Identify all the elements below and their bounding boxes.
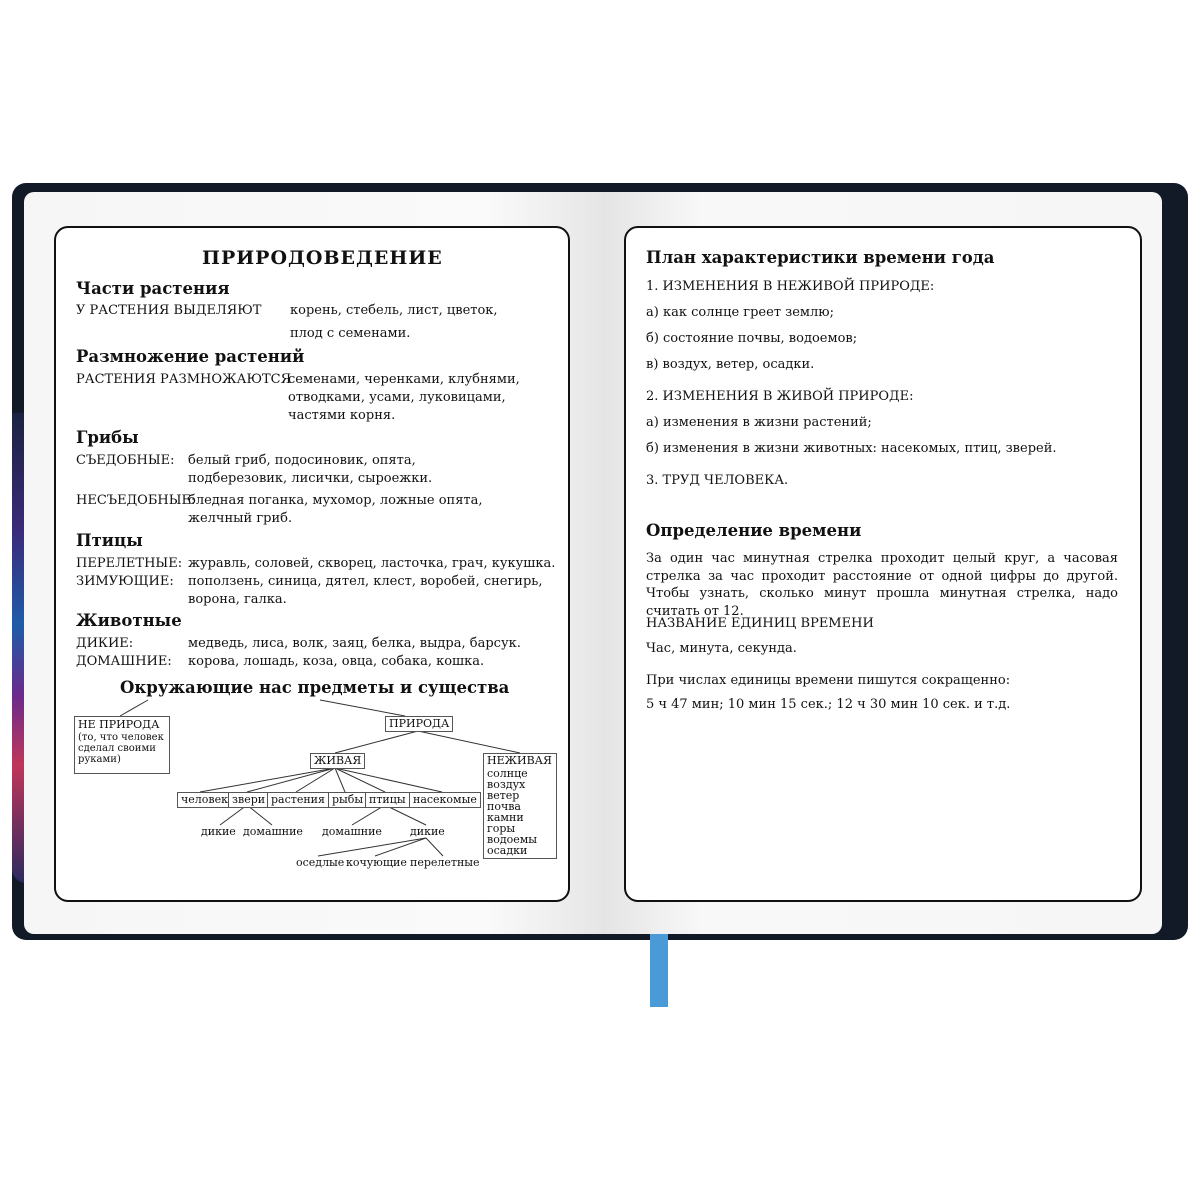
plan-section-1: 1. ИЗМЕНЕНИЯ В НЕЖИВОЙ ПРИРОДЕ: — [646, 279, 935, 294]
living-item-fish: рыбы — [328, 792, 367, 808]
inedible-line2: желчный гриб. — [188, 511, 293, 526]
living-item-insects: насекомые — [409, 792, 481, 808]
nonliving-box — [483, 753, 557, 859]
time-paragraph: За один час минутная стрелка проходит целый круг, а часовая стрелка за час проходит расстояние от одной цифры до другой. Чтобы узнать, сколько минут прошла минутная стрелка, надо считать от 12. — [646, 551, 1118, 619]
nature-box: ПРИРОДА — [385, 716, 453, 732]
inedible-label: НЕСЪЕДОБНЫЕ: — [76, 493, 196, 508]
living-item-birds: птицы — [365, 792, 410, 808]
not-nature-desc3: руками) — [78, 754, 121, 765]
diagram-heading: Окружающие нас предметы и существа — [120, 678, 510, 697]
living-box: ЖИВАЯ — [310, 753, 365, 769]
birds-wild: дикие — [410, 825, 445, 838]
reproduction-line1: семенами, черенками, клубнями, — [288, 372, 520, 387]
parts-heading: Части растения — [76, 279, 230, 298]
migratory-line: журавль, соловей, скворец, ласточка, грач, кукушка. — [188, 556, 556, 571]
birds-migratory: перелетные — [410, 856, 480, 869]
living-item-beasts: звери — [228, 792, 269, 808]
nonliving-item: горы — [487, 822, 516, 835]
reproduction-heading: Размножение растений — [76, 347, 305, 366]
plan-section-1c: в) воздух, ветер, осадки. — [646, 357, 815, 372]
wintering-line1: поползень, синица, дятел, клест, воробей, снегирь, — [188, 574, 543, 589]
plan-heading: План характеристики времени года — [646, 248, 995, 267]
reproduction-line3: частями корня. — [288, 408, 396, 423]
abbr-line: При числах единицы времени пишутся сокращенно: — [646, 673, 1011, 688]
plan-section-1b: б) состояние почвы, водоемов; — [646, 331, 858, 346]
parts-line1: корень, стебель, лист, цветок, — [290, 303, 498, 318]
plan-section-2a: а) изменения в жизни растений; — [646, 415, 872, 430]
not-nature-desc2: сделал своими — [78, 743, 156, 754]
time-heading: Определение времени — [646, 521, 862, 540]
wintering-label: ЗИМУЮЩИЕ: — [76, 574, 174, 589]
not-nature-desc1: (то, что человек — [78, 732, 164, 743]
plan-section-1a: а) как солнце греет землю; — [646, 305, 834, 320]
domestic-label: ДОМАШНИЕ: — [76, 654, 172, 669]
not-nature-box — [74, 716, 170, 774]
living-item-plants: растения — [267, 792, 329, 808]
units-heading: НАЗВАНИЕ ЕДИНИЦ ВРЕМЕНИ — [646, 616, 874, 631]
reproduction-label: РАСТЕНИЯ РАЗМНОЖАЮТСЯ — [76, 372, 292, 387]
nonliving-item: водоемы — [487, 833, 538, 846]
beasts-domestic: домашние — [243, 825, 303, 838]
living-item-human: человек — [177, 792, 232, 808]
reproduction-line2: отводками, усами, луковицами, — [288, 390, 506, 405]
edible-label: СЪЕДОБНЫЕ: — [76, 453, 175, 468]
birds-nomadic: кочующие — [346, 856, 407, 869]
plan-section-2: 2. ИЗМЕНЕНИЯ В ЖИВОЙ ПРИРОДЕ: — [646, 389, 914, 404]
wintering-line2: ворона, галка. — [188, 592, 287, 607]
nonliving-item: камни — [487, 811, 524, 824]
birds-heading: Птицы — [76, 531, 143, 550]
nonliving-item: осадки — [487, 844, 528, 857]
nonliving-item: почва — [487, 800, 521, 813]
edible-line1: белый гриб, подосиновик, опята, — [188, 453, 416, 468]
not-nature-label: НЕ ПРИРОДА — [78, 718, 160, 731]
plan-section-2b: б) изменения в жизни животных: насекомых, птиц, зверей. — [646, 441, 1057, 456]
parts-label: У РАСТЕНИЯ ВЫДЕЛЯЮТ — [76, 303, 262, 318]
abbr-example: 5 ч 47 мин; 10 мин 15 сек.; 12 ч 30 мин 10 сек. и т.д. — [646, 697, 1011, 712]
plan-section-3: 3. ТРУД ЧЕЛОВЕКА. — [646, 473, 789, 488]
birds-settled: оседлые — [296, 856, 345, 869]
page-title: ПРИРОДОВЕДЕНИЕ — [202, 247, 443, 269]
birds-domestic: домашние — [322, 825, 382, 838]
nonliving-item: воздух — [487, 778, 526, 791]
wild-line: медведь, лиса, волк, заяц, белка, выдра, барсук. — [188, 636, 521, 651]
fungi-heading: Грибы — [76, 428, 139, 447]
nonliving-label: НЕЖИВАЯ — [487, 754, 552, 767]
animals-heading: Животные — [76, 611, 182, 630]
inedible-line1: бледная поганка, мухомор, ложные опята, — [188, 493, 483, 508]
wild-label: ДИКИЕ: — [76, 636, 134, 651]
parts-line2: плод с семенами. — [290, 326, 411, 341]
migratory-label: ПЕРЕЛЕТНЫЕ: — [76, 556, 183, 571]
units-line: Час, минута, секунда. — [646, 641, 797, 656]
nonliving-item: солнце — [487, 767, 528, 780]
domestic-line: корова, лошадь, коза, овца, собака, кошка. — [188, 654, 485, 669]
edible-line2: подберезовик, лисички, сыроежки. — [188, 471, 433, 486]
nonliving-item: ветер — [487, 789, 520, 802]
beasts-wild: дикие — [201, 825, 236, 838]
